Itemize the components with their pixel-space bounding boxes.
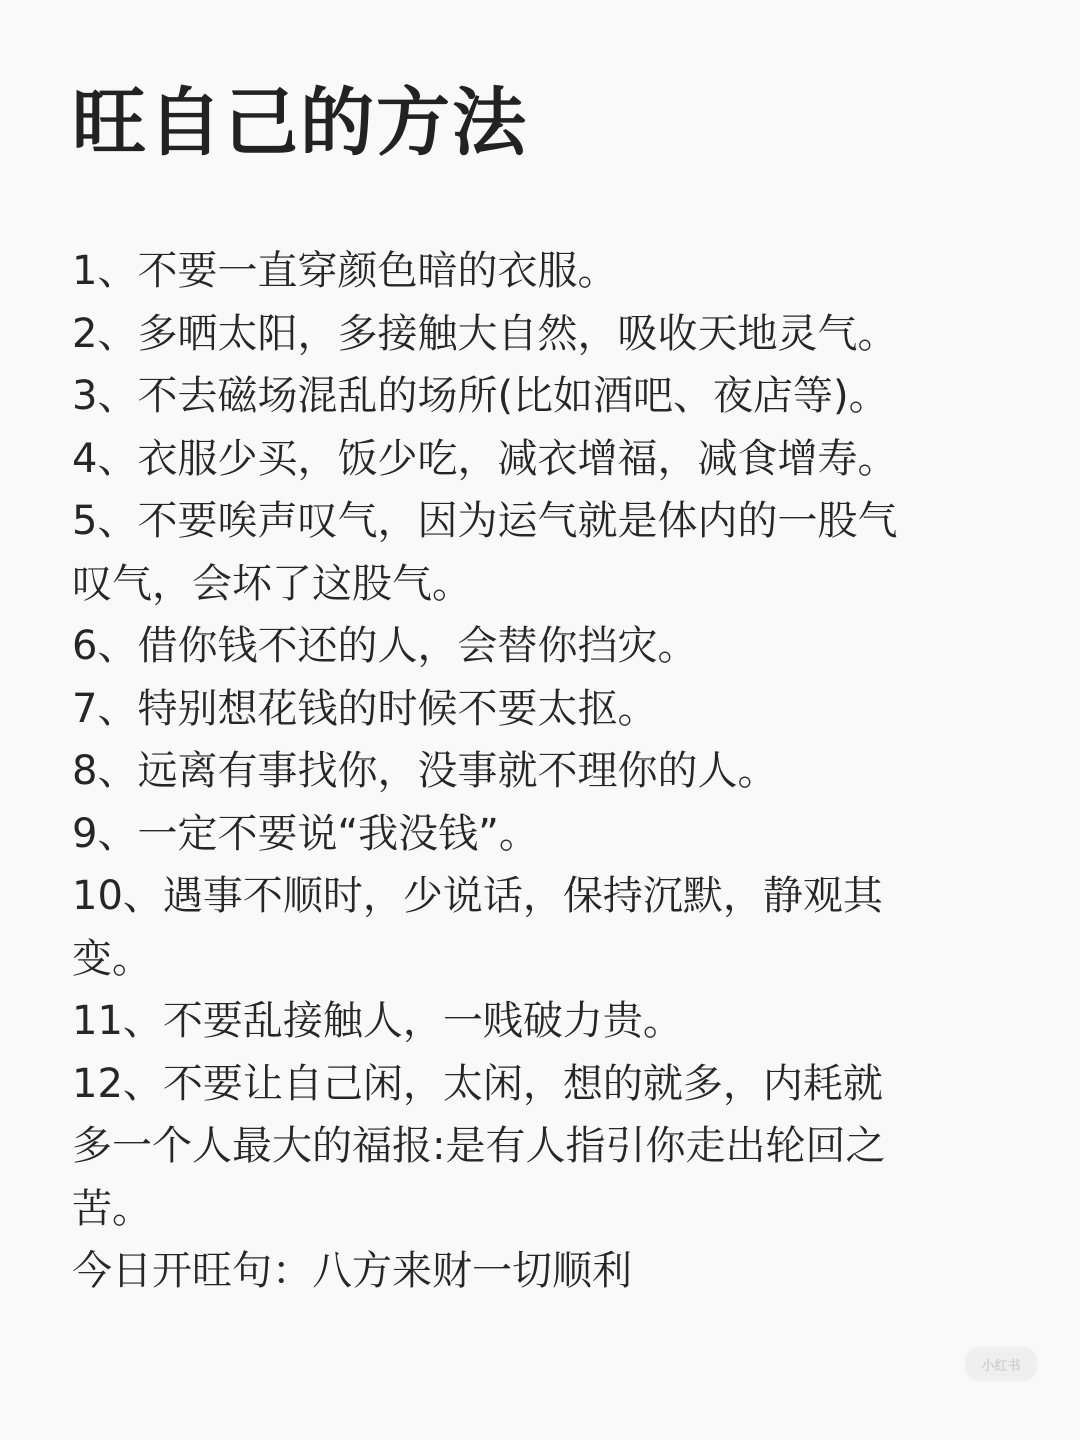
- text-line-9: 8、远离有事找你，没事就不理你的人。: [72, 748, 778, 794]
- watermark-logo: [966, 1348, 1036, 1380]
- method-list: [72, 240, 1007, 1303]
- text-line-5: 5、不要唉声叹气，因为运气就是体内的一股气: [72, 498, 898, 544]
- text-line-12: 变。: [72, 935, 152, 982]
- text-line-11: 10、遇事不顺时，少说话，保持沉默，静观其: [72, 873, 883, 919]
- text-line-4: 4、衣服少买，饭少吃，减衣增福，减食增寿。: [72, 435, 898, 482]
- text-line-14: 12、不要让自己闲，太闲，想的就多，内耗就: [72, 1060, 883, 1107]
- page-title: 旺自己的方法: [72, 80, 528, 166]
- text-line-3: 3、不去磁场混乱的场所(比如酒吧、夜店等)。: [72, 373, 889, 419]
- text-line-6: 叹气，会坏了这股气。: [72, 560, 472, 607]
- text-line-10: 9、一定不要说“我没钱”。: [72, 810, 539, 857]
- text-line-15: 多一个人最大的福报:是有人指引你走出轮回之: [72, 1123, 886, 1169]
- text-line-7: 6、借你钱不还的人，会替你挡灾。: [72, 623, 698, 669]
- watermark-text: 小红书: [981, 1358, 1021, 1374]
- text-line-13: 11、不要乱接触人，一贱破力贵。: [72, 998, 683, 1044]
- text-line-1: 1、不要一直穿颜色暗的衣服。: [72, 248, 618, 294]
- text-line-2: 2、多晒太阳，多接触大自然，吸收天地灵气。: [72, 310, 898, 357]
- text-line-16: 苦。: [72, 1185, 152, 1232]
- text-line-8: 7、特别想花钱的时候不要太抠。: [72, 685, 658, 732]
- text-line-17: 今日开旺句：八方来财一切顺利: [72, 1248, 632, 1294]
